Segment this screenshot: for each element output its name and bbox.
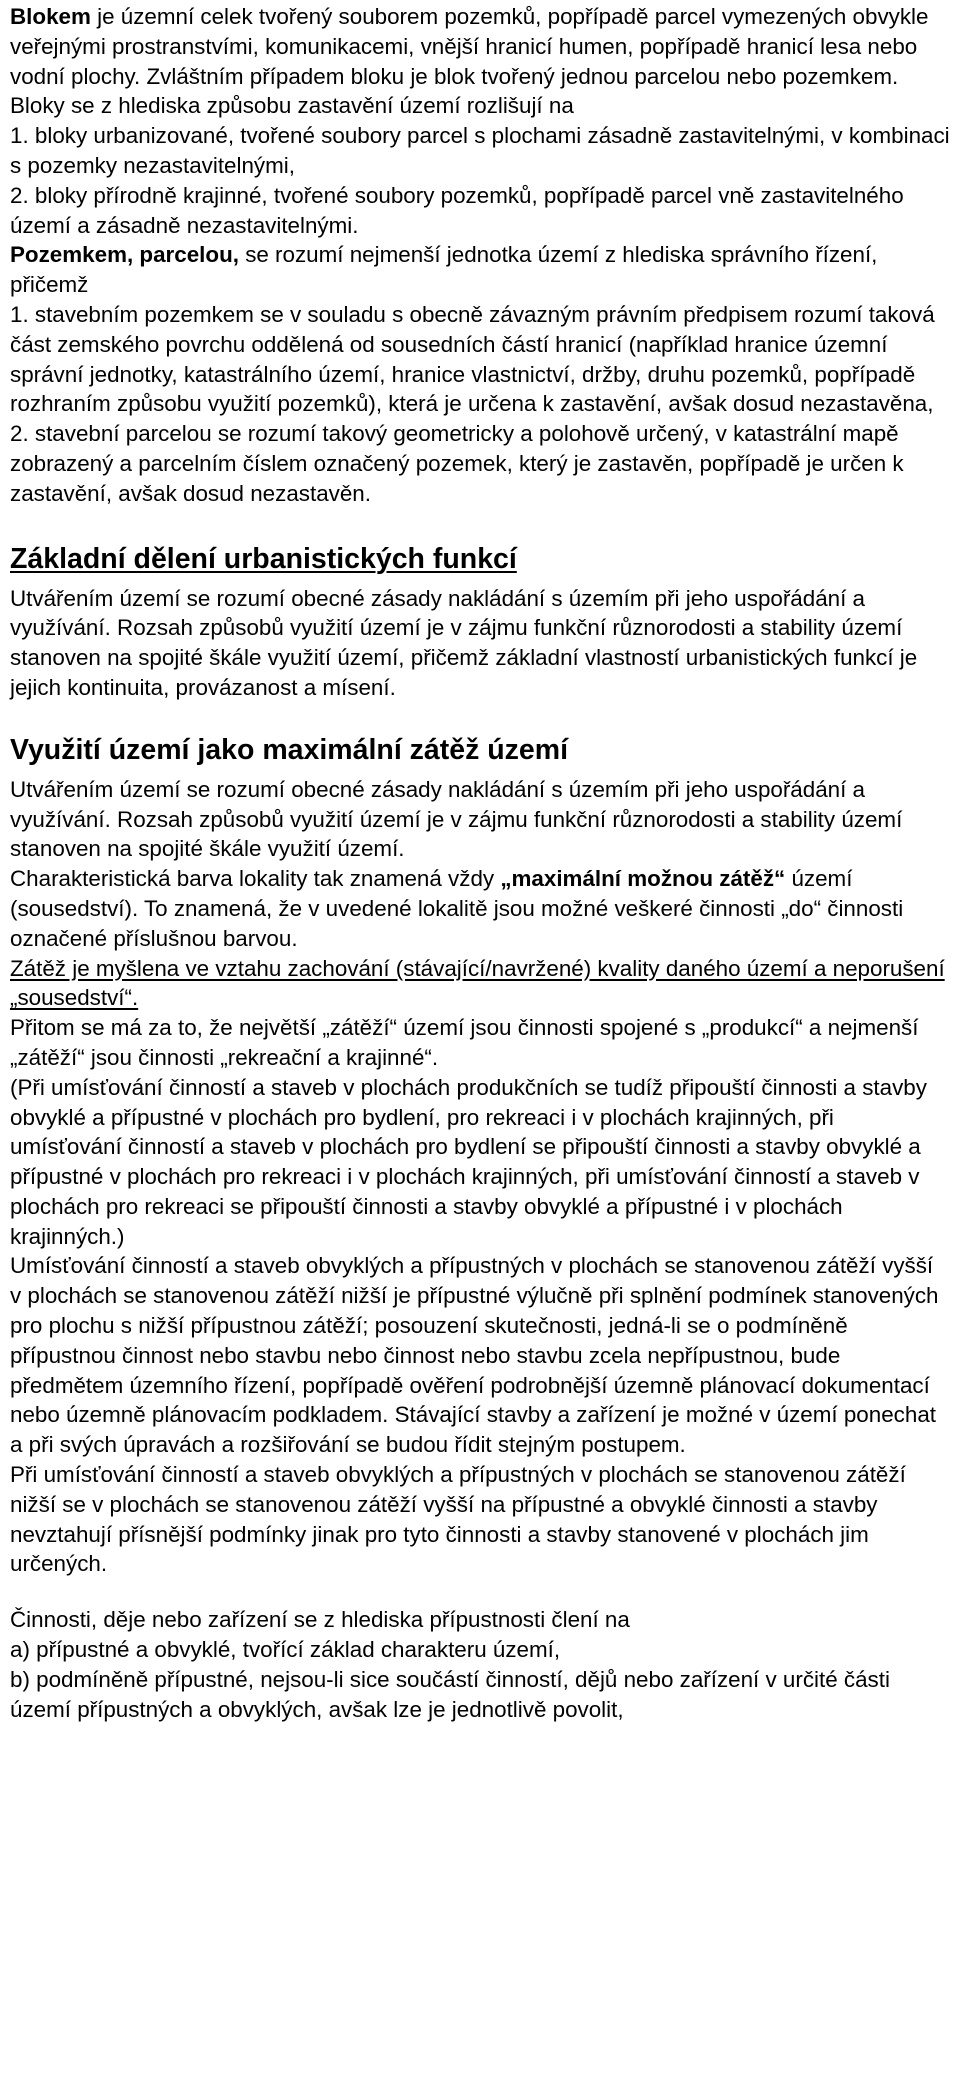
pozemek-term: Pozemkem, parcelou, xyxy=(10,242,239,268)
blokem-definition xyxy=(10,2,950,121)
definitions-section xyxy=(10,2,950,509)
maximalni-zatez-emphasis: „maximální možnou zátěž“ xyxy=(500,866,786,892)
vyuziti-text-2-end: území (sousedství). To znamená, že v uvedené lokalitě jsou možné veškeré činnosti „do“ činnosti označené příslušnou barvou. xyxy=(10,866,904,951)
blok-item-2: 2. bloky přírodně krajinné, tvořené soubory pozemků, popřípadě parcel vně zastavitelného území a zásadně nezastavitelnými. xyxy=(10,182,904,238)
pozemek-item-1: 1. stavebním pozemkem se v souladu s obecně závazným právním předpisem rozumí taková část zemského povrchu oddělená od sousedních částí hranicí (například hranice územní správní jednotky, katastrálního území, hranice vlastnictví, držby, druhu pozemků, popřípadě rozhraním způsobu využití pozemků), která je určena k zastavění, avšak dosud nezastavěna, xyxy=(10,301,935,417)
blokem-text: je územní celek tvořený souborem pozemků, popřípadě parcel vymezených obvykle veřejnými prostranstvími, komunikacemi, vnější hranicí humen, popřípadě hranicí lesa nebo vodní plochy. Zvláštním případem bloku je blok tvořený jednou parcelou nebo pozemkem. Bloky se z hlediska způsobu zastavění území rozlišují na xyxy=(10,4,929,119)
blok-item-1: 1. bloky urbanizované, tvořené soubory parcel s plochami zásadně zastavitelnými, v kombinaci s pozemky nezastavitelnými, xyxy=(10,123,950,178)
zakladni-text: Utvářením území se rozumí obecné zásady nakládání s územím při jeho uspořádání a využívání. Rozsah způsobů využití území je v zájmu funkční různorodosti a stability území stanoven na spojité škále využití území, přičemž základní vlastností urbanistických funkcí je jejich kontinuita, provázanost a mísení. xyxy=(10,585,918,700)
pozemek-text: se rozumí nejmenší jednotka území z hlediska správního řízení, přičemž xyxy=(10,242,878,298)
cinnosti-item-b: b) podmíněně přípustné, nejsou-li sice součástí činností, dějů nebo zařízení v určité části území přípustných a obvyklých, avšak lze je jednotlivě povolit, xyxy=(10,1666,890,1722)
pozemek-item-2: 2. stavební parcelou se rozumí takový geometricky a polohově určený, v katastrální mapě zobrazený a parcelním číslem označený pozemek, který je zastavěn, popřípadě je určen k zastavění, avšak dosud nezastavěn. xyxy=(10,421,904,506)
vyuziti-text-2-start: Charakteristická barva lokality tak znamená vždy xyxy=(10,866,501,892)
vyuziti-heading: Využití území jako maximální zátěž území xyxy=(10,733,569,766)
vyuziti-text-4: Přitom se má za to, že největší „zátěží“ území jsou činnosti spojené s „produkcí“ a nejmenší „zátěží“ jsou činnosti „rekreační a krajinné“. xyxy=(10,1015,919,1070)
vyuziti-text-2 xyxy=(10,864,950,953)
cinnosti-item-a: a) přípustné a obvyklé, tvořící základ charakteru území, xyxy=(10,1637,561,1663)
vyuziti-text-5: (Při umísťování činností a staveb v plochách produkčních se tudíž připouští činnosti a stavby obvyklé a přípustné v plochách pro bydlení, pro rekreaci i v plochách krajinných, při umísťování činností a staveb v plochách pro bydlení se připouští činnosti a stavby obvyklé a přípustné v plochách pro rekreaci i v plochách krajinných, při umísťování činností a staveb v plochách pro rekreaci se připouští činnosti a stavby obvyklé a přípustné i v plochách krajinných.) xyxy=(10,1074,927,1249)
cinnosti-section xyxy=(10,1605,950,1724)
pozemek-definition xyxy=(10,240,950,300)
vyuziti-text-3-underlined: Zátěž je myšlena ve vztahu zachování (stávající/navržené) kvality daného území a neporušení „sousedství“. xyxy=(10,955,945,1011)
cinnosti-intro: Činnosti, děje nebo zařízení se z hlediska přípustnosti člení na xyxy=(10,1607,630,1633)
blokem-term: Blokem xyxy=(10,4,91,29)
zakladni-section xyxy=(10,540,950,703)
vyuziti-section xyxy=(10,731,950,1580)
vyuziti-text-1: Utvářením území se rozumí obecné zásady nakládání s územím při jeho uspořádání a využívání. Rozsah způsobů využití území je v zájmu funkční různorodosti a stability území stanoven na spojité škále využití území. xyxy=(10,776,903,862)
vyuziti-text-7: Při umísťování činností a staveb obvyklých a přípustných v plochách se stanovenou zátěží nižší se v plochách se stanovenou zátěží vyšší na přípustné a obvyklé činnosti a stavby nevztahují přísnější podmínky jinak pro tyto činnosti a stavby stanovené v plochách jim určených. xyxy=(10,1462,906,1577)
vyuziti-text-6: Umísťování činností a staveb obvyklých a přípustných v plochách se stanovenou zátěží vyšší v plochách se stanovenou zátěží nižší je přípustné výlučně při splnění podmínek stanovených pro plochu s nižší přípustnou zátěží; posouzení skutečnosti, jedná-li se o podmíněně přípustnou činnost nebo stavbu nebo činnost nebo stavbu zcela nepřípustnou, bude předmětem územního řízení, popřípadě ověření podrobnější územně plánovací dokumentací nebo územně plánovacím podkladem. Stávající stavby a zařízení je možné v území ponechat a při svých úpravách a rozšiřování se budou řídit stejným postupem. xyxy=(10,1253,939,1458)
zakladni-heading: Základní dělení urbanistických funkcí xyxy=(10,542,517,575)
